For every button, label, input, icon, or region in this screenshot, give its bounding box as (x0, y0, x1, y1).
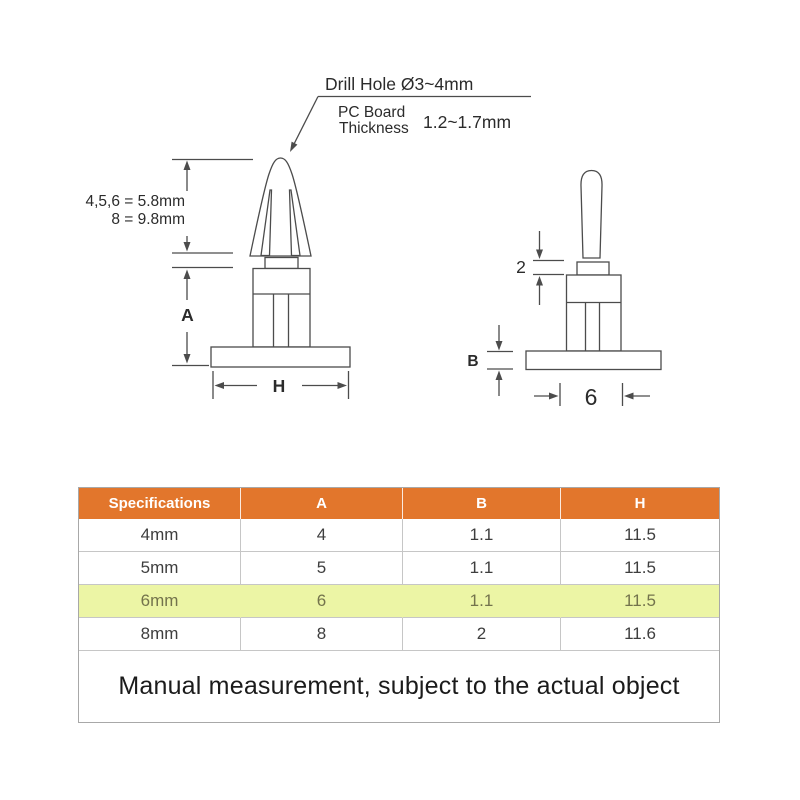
table-row (79, 519, 719, 552)
cell-a: 8 (241, 618, 403, 651)
header-h: H (561, 488, 719, 519)
clip-height-value-line2: 8 = 9.8mm (111, 211, 185, 228)
dim-b-label: B (467, 353, 479, 370)
pin (581, 171, 602, 259)
specifications-table (78, 487, 720, 723)
dim-body-width (534, 383, 650, 410)
cell-h: 11.5 (561, 585, 719, 618)
cell-b: 1.1 (403, 585, 561, 618)
cell-b: 2 (403, 618, 561, 651)
leader-line (292, 97, 318, 149)
dim-neck-value: 2 (516, 257, 526, 277)
leader-arrowhead (290, 142, 297, 152)
pc-board-thickness-value: 1.2~1.7mm (423, 112, 512, 132)
pc-board-label-line1: PC Board (338, 104, 406, 121)
dim-body-width-value: 6 (584, 384, 598, 410)
base-plate (211, 347, 350, 367)
dim-h-label: H (272, 376, 286, 396)
clip-outline (250, 158, 311, 256)
cell-spec: 5mm (79, 552, 241, 585)
base-plate (526, 351, 661, 370)
drill-hole-label: Drill Hole Ø3~4mm (325, 74, 474, 94)
header-a: A (241, 488, 403, 519)
clip-height-value-line1: 4,5,6 = 5.8mm (85, 193, 185, 210)
cell-a: 6 (241, 585, 403, 618)
header-b: B (403, 488, 561, 519)
front-view-drawing (211, 158, 350, 367)
dim-neck (516, 231, 564, 305)
cell-b: 1.1 (403, 519, 561, 552)
dim-b (467, 325, 513, 396)
cell-spec: 8mm (79, 618, 241, 651)
side-view-drawing (526, 171, 661, 370)
cell-h: 11.6 (561, 618, 719, 651)
cell-spec: 4mm (79, 519, 241, 552)
body (253, 269, 310, 348)
cell-b: 1.1 (403, 552, 561, 585)
table-footer-row (79, 651, 719, 722)
table-row-highlighted (79, 585, 719, 618)
dim-a-label: A (181, 305, 194, 325)
table-row (79, 552, 719, 585)
table-header-row (79, 488, 719, 519)
pc-board-label-line2: Thickness (339, 120, 409, 137)
cell-a: 5 (241, 552, 403, 585)
header-specifications: Specifications (79, 488, 241, 519)
body (567, 275, 622, 351)
dim-h (213, 371, 349, 399)
clip-height-dimension (85, 160, 253, 254)
cell-a: 4 (241, 519, 403, 552)
neck (265, 258, 298, 269)
cell-spec: 6mm (79, 585, 241, 618)
neck (577, 262, 609, 275)
cell-h: 11.5 (561, 519, 719, 552)
table-row (79, 618, 719, 651)
cell-h: 11.5 (561, 552, 719, 585)
footer-note: Manual measurement, subject to the actual object (79, 651, 719, 722)
